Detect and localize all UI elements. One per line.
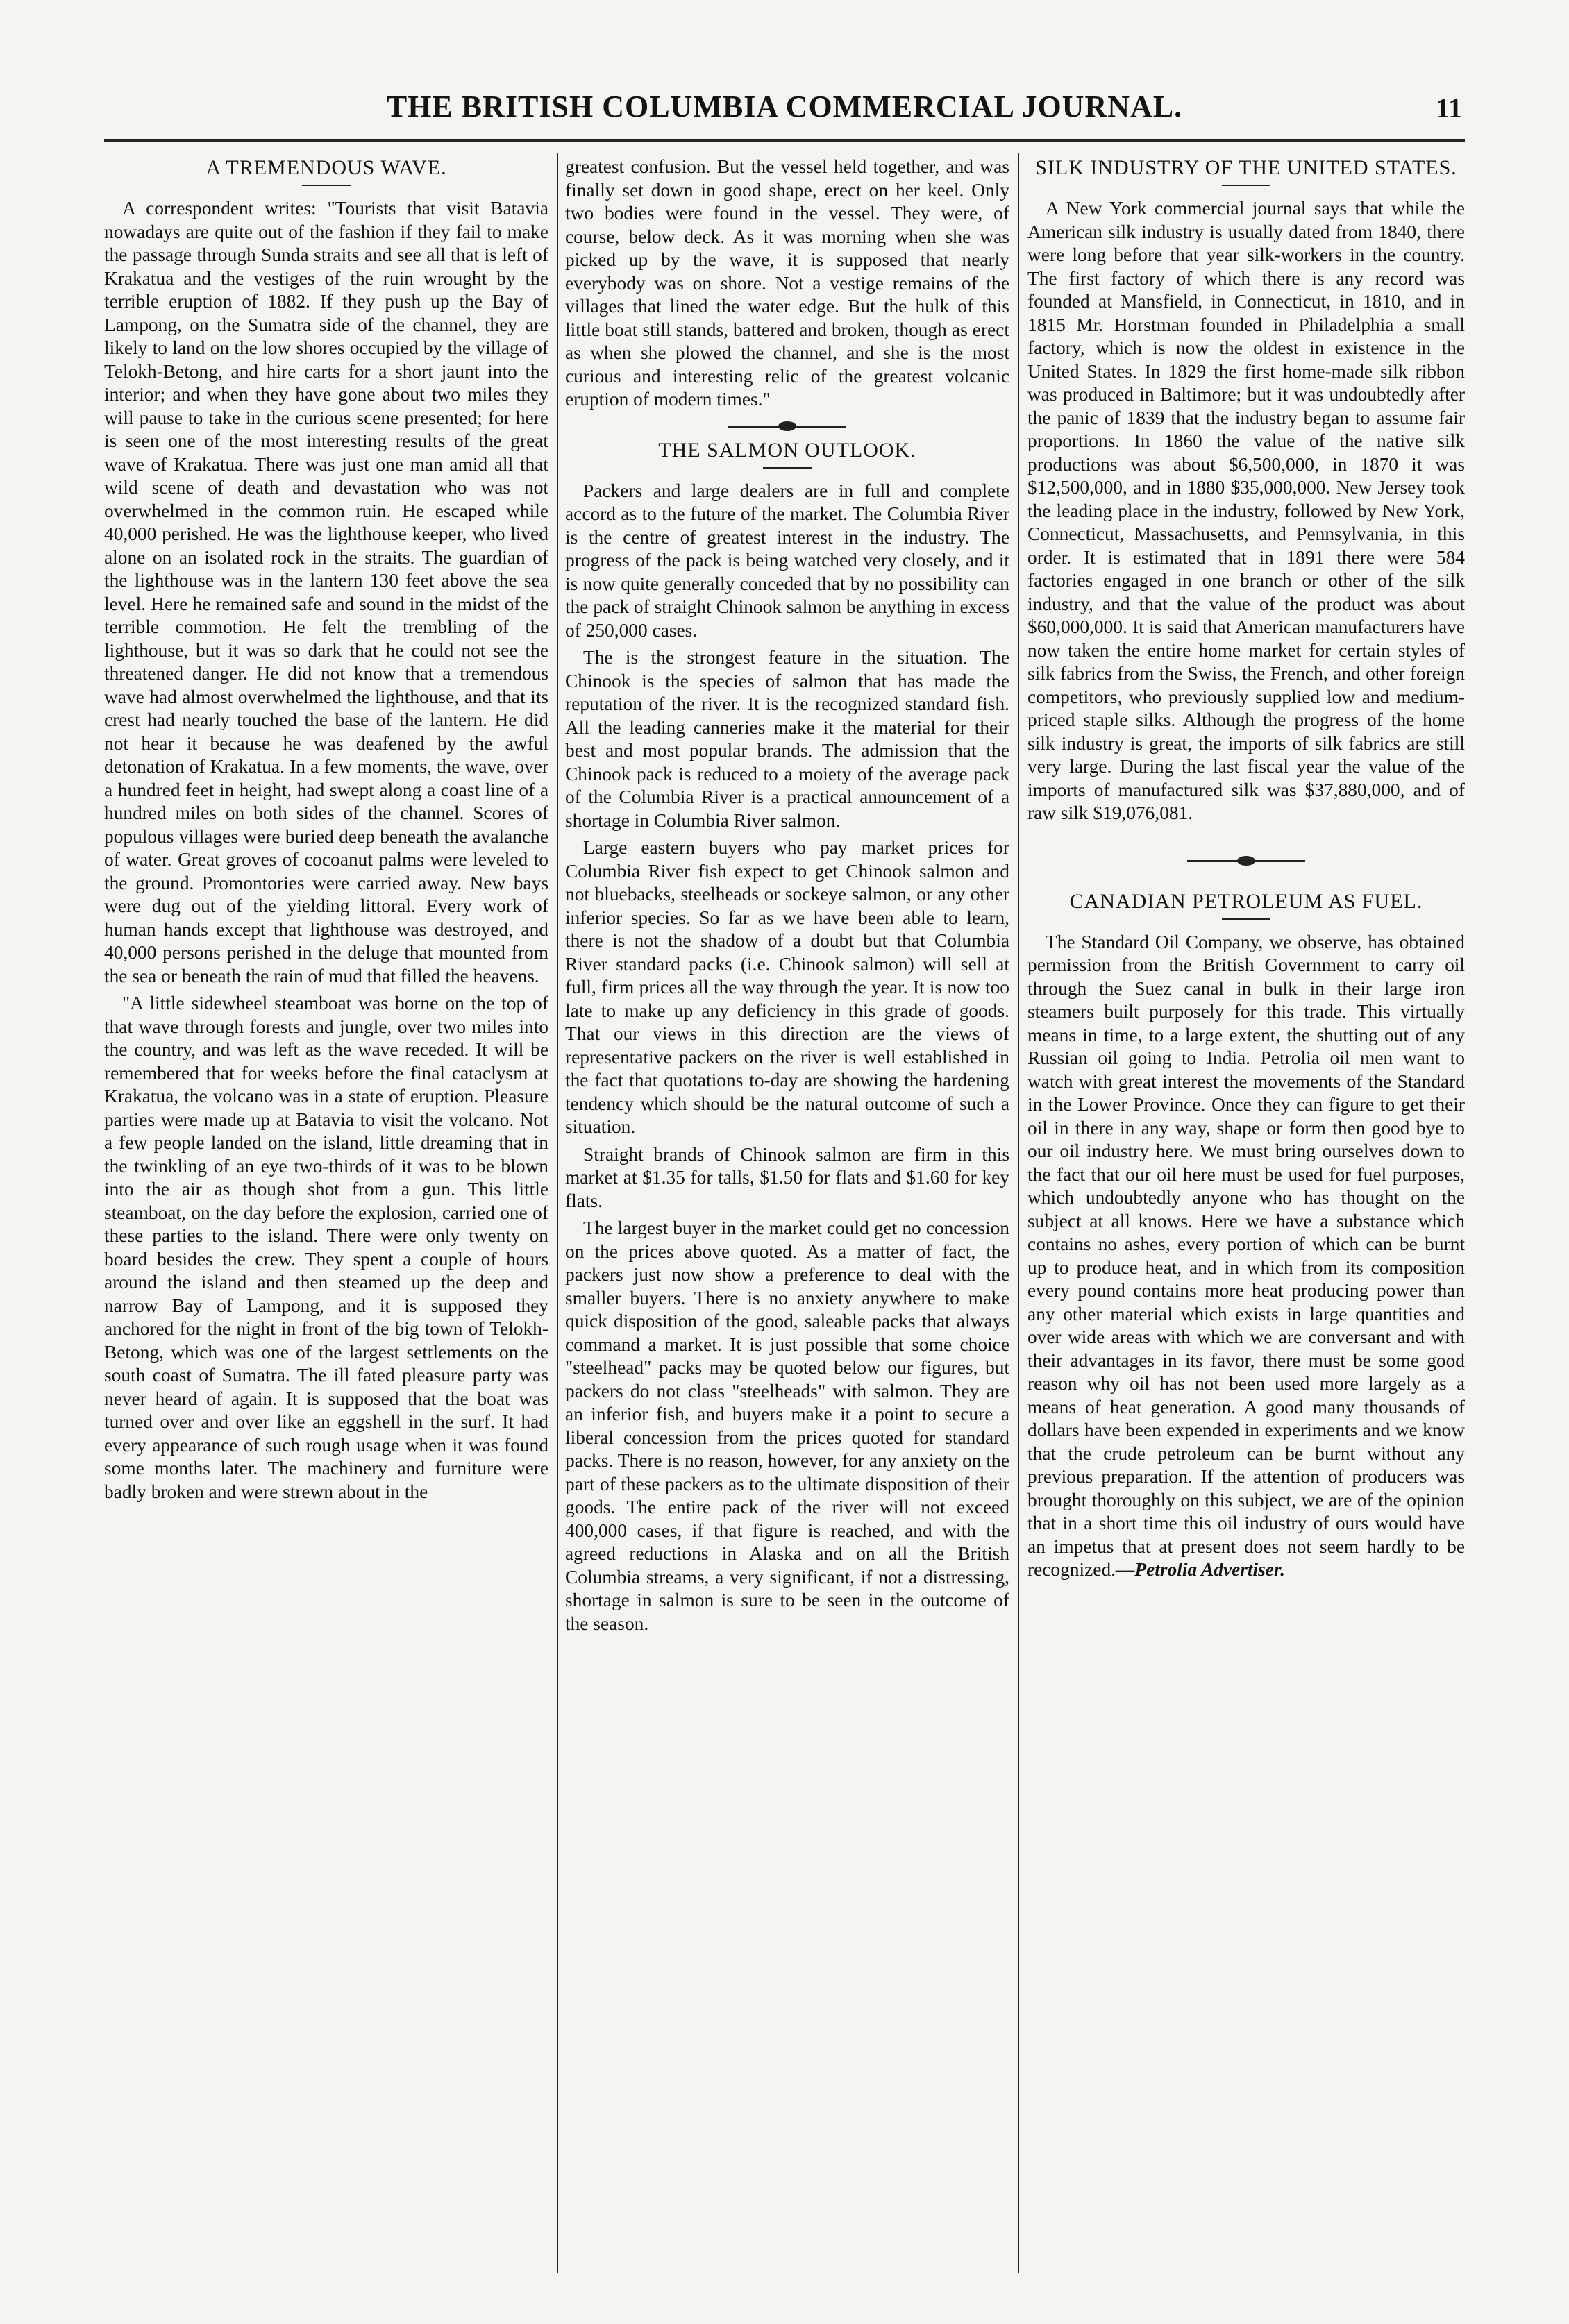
petroleum-source: —Petrolia Advertiser. <box>1116 1559 1285 1580</box>
title-rule <box>763 467 812 469</box>
article-title-wave: A TREMENDOUS WAVE. <box>205 156 447 179</box>
wave-paragraph-1: A correspondent writes: "Tourists that visit Batavia nowadays are quite out of the fashion if they fail to make the passage through Sunda straits and see all that is left of Krakatua and the vestiges of the ruin wrought by the terrible eruption of 1882. If they push up the Bay of Lampong, on the Sumatra side of the channel, they are likely to land on the low shores occupied by the village of Telokh-Betong, and hire carts for a short jaunt into the interior; and when they have gone about two miles they will pause to take in the curious scene presented; for here is seen one of the most interesting results of the great wave of Krakatua. There was just one man amid all that wild scene of death and devastation who was not overwhelmed in the common ruin. He escaped while 40,000 perished. He was the lighthouse keeper, who lived alone on an isolated rock in the straits. The guardian of the lighthouse was in the lantern 130 feet above the sea level. Here he remained safe and sound in the midst of the terrible commotion. He felt the trembling of the lighthouse, but it was so dark that he could not see the threatened danger. He did not know that a tremendous wave had almost overwhelmed the lighthouse, and that its crest had nearly touched the base of the lantern. He did not hear it because he was deafened by the awful detonation of Krakatua. In a few moments, the wave, over a hundred feet in height, had swept along a coast line of a hundred miles on both sides of the channel. Scores of populous villages were buried deep beneath the avalanche of water. Great groves of cocoanut palms were leveled to the ground. Promontories were carried away. New bays were dug out of the yielding littoral. Every work of human hands except that lighthouse was destroyed, and 40,000 persons perished in the deluge that mounted from the sea or beneath the rain of mud that filled the heavens. <box>104 198 548 986</box>
column-divider <box>557 153 558 2273</box>
salmon-paragraph-1: Packers and large dealers are in full and complete accord as to the future of the market. The Columbia River is the centre of greatest interest in the industry. The progress of the pack is being watched very closely, and it is now quite generally conceded that by no possibility can the pack of straight Chinook salmon be anything in excess of 250,000 cases. <box>565 480 1009 641</box>
wave-paragraph-2: "A little sidewheel steamboat was borne on the top of that wave through forests and jungle, over two miles into the country, and was left as the wave receded. It will be remembered that for weeks before the final cataclysm at Krakatua, the volcano was in a state of eruption. Pleasure parties were made up at Batavia to visit the volcano. Not a few people landed on the island, little dreaming that in the twinkling of an eye two-thirds of it was to be blown into the air as though shot from a gun. This little steamboat, on the day before the explosion, carried one of these parties to the island. There were only twenty on board besides the crew. They spent a couple of hours around the island and then steamed up the deep and narrow Bay of Lampong, and it is supposed they anchored for the night in front of the big town of Telokh-Betong, which was one of the largest settlements on the south coast of Sumatra. The ill fated pleasure party was never heard of again. It is supposed that the boat was turned over and over like an eggshell in the surf. It had every appearance of such rough usage when it was found some months later. The machinery and furniture were badly broken and were strewn about in the <box>104 993 548 1502</box>
salmon-paragraph-2: The is the strongest feature in the situation. The Chinook is the species of salmon that has made the reputation of the river. It is the recognized standard fish. All the leading canneries make it the material for their best and most popular brands. The admission that the Chinook pack is reduced to a moiety of the average pack of the Columbia River is a practical announcement of a shortage in Columbia River salmon. <box>565 647 1009 831</box>
column-1 <box>104 155 548 2273</box>
wave-paragraph-3: greatest confusion. But the vessel held together, and was finally set down in good shape, erect on her keel. Only two bodies were found in the vessel. They were, of course, below deck. As it was morning when she was picked up by the wave, it is supposed that nearly everybody was on shore. Not a vestige remains of the villages that lined the water edge. But the hulk of this little boat still stands, battered and broken, though as erect as when she plowed the channel, and she is the most curious and interesting relic of the greatest volcanic eruption of modern times." <box>565 156 1009 410</box>
article-title-silk: SILK INDUSTRY OF THE UNITED STATES. <box>1035 156 1457 179</box>
section-ornament <box>1187 856 1305 866</box>
column-2 <box>565 155 1009 2273</box>
section-ornament <box>728 421 846 431</box>
petroleum-paragraph-1 <box>1027 931 1465 1582</box>
column-3 <box>1027 155 1465 2273</box>
title-rule <box>1222 185 1270 186</box>
article-title-petroleum: CANADIAN PETROLEUM AS FUEL. <box>1069 889 1423 913</box>
page-number: 11 <box>1436 92 1462 124</box>
title-rule <box>302 185 351 186</box>
header-rule <box>104 139 1465 142</box>
salmon-paragraph-4: Straight brands of Chinook salmon are firm in this market at $1.35 for talls, $1.50 for flats and $1.60 for key flats. <box>565 1143 1009 1211</box>
title-rule <box>1222 918 1270 920</box>
masthead-title: THE BRITISH COLUMBIA COMMERCIAL JOURNAL. <box>386 90 1183 124</box>
petroleum-text: The Standard Oil Company, we observe, has obtained permission from the British Government to carry oil through the Suez canal in bulk in their large iron steamers built purposely for this trade. This virtually means in time, to a large extent, the shutting out of any Russian oil going to India. Petrolia oil men want to watch with great interest the movements of the Standard in the Lower Province. Once they can figure to get their oil in there in any way, shape or form then good bye to our oil industry here. We must bring ourselves down to the fact that our oil here must be used for fuel purposes, which undoubtedly anyone who has thought on the subject at all knows. Here we have a substance which contains no ashes, every portion of which can be burnt up to produce heat, and in which from its composition every pound contains more heat producing power than any other material which exists in large quantities and over wide areas with which we are conversant and with their advantages in its favor, there must be some good reason why oil has not been used more largely as a means of heat generation. A good many thousands of dollars have been expended in experiments and we know that the crude petroleum can be burnt without any previous preparation. If the attention of producers was brought thoroughly on this subject, we are of the opinion that in a short time this oil industry of ours would have an impetus that at present does not seem hardly to be recognized. <box>1027 931 1465 1580</box>
column-divider <box>1018 153 1019 2273</box>
silk-paragraph-1: A New York commercial journal says that while the American silk industry is usually dated from 1840, there were long before that year silk-workers in the country. The first factory of which there is any record was founded at Mansfield, in Connecticut, in 1810, and in 1815 Mr. Horstman founded in Philadelphia a small factory, which is now the oldest in existence in the United States. In 1829 the first home-made silk ribbon was produced in Baltimore; but it was undoubtedly after the panic of 1839 that the industry began to assume fair proportions. In 1860 the value of the native silk productions was about $6,500,000, in 1870 it was $12,500,000, and in 1880 $35,000,000. New Jersey took the leading place in the industry, followed by New York, Connecticut, Massachusetts, and Pennsylvania, in this order. It is estimated that in 1891 there were 584 factories engaged in one branch or other of the silk industry, and that the value of the product was about $60,000,000. It is said that American manufacturers have now taken the entire home market for certain styles of silk fabrics from the Swiss, the French, and other foreign competitors, who previously supplied low and medium-priced staple silks. Although the progress of the home silk industry is great, the imports of silk fabrics are still very large. During the last fiscal year the value of the imports of manufactured silk was $37,880,000, and of raw silk $19,076,081. <box>1027 198 1465 823</box>
journal-page <box>104 83 1465 2277</box>
article-title-salmon: THE SALMON OUTLOOK. <box>658 438 916 462</box>
salmon-paragraph-5: The largest buyer in the market could get no concession on the prices above quoted. As a matter of fact, the packers just now show a preference to deal with the smaller buyers. There is no anxiety anywhere to make quick disposition of the good, saleable packs that always command a market. It is just possible that some choice "steelhead" packs may be quoted below our figures, but packers do not class "steelheads" with salmon. They are an inferior fish, and buyers make it a point to secure a liberal concession from the prices quoted for standard packs. There is no reason, however, for any anxiety on the part of these packers as to the ultimate disposition of their goods. The entire pack of the river will not exceed 400,000 cases, if that figure is reached, and with the agreed reductions in Alaska and on all the British Columbia streams, a very significant, if not a distressing, shortage in salmon is sure to be seen in the outcome of the season. <box>565 1218 1009 1634</box>
salmon-paragraph-3: Large eastern buyers who pay market prices for Columbia River fish expect to get Chinook salmon and not bluebacks, steelheads or sockeye salmon, or any other inferior species. So far as we have been able to learn, there is not the shadow of a doubt but that Columbia River standard packs (i.e. Chinook salmon) will sell at full, firm prices all the way through the year. It is now too late to make up any deficiency in this grade of goods. That our views in this direction are the views of representative packers on the river is well established in the fact that quotations to-day are showing the hardening tendency which should be the natural outcome of such a situation. <box>565 837 1009 1137</box>
